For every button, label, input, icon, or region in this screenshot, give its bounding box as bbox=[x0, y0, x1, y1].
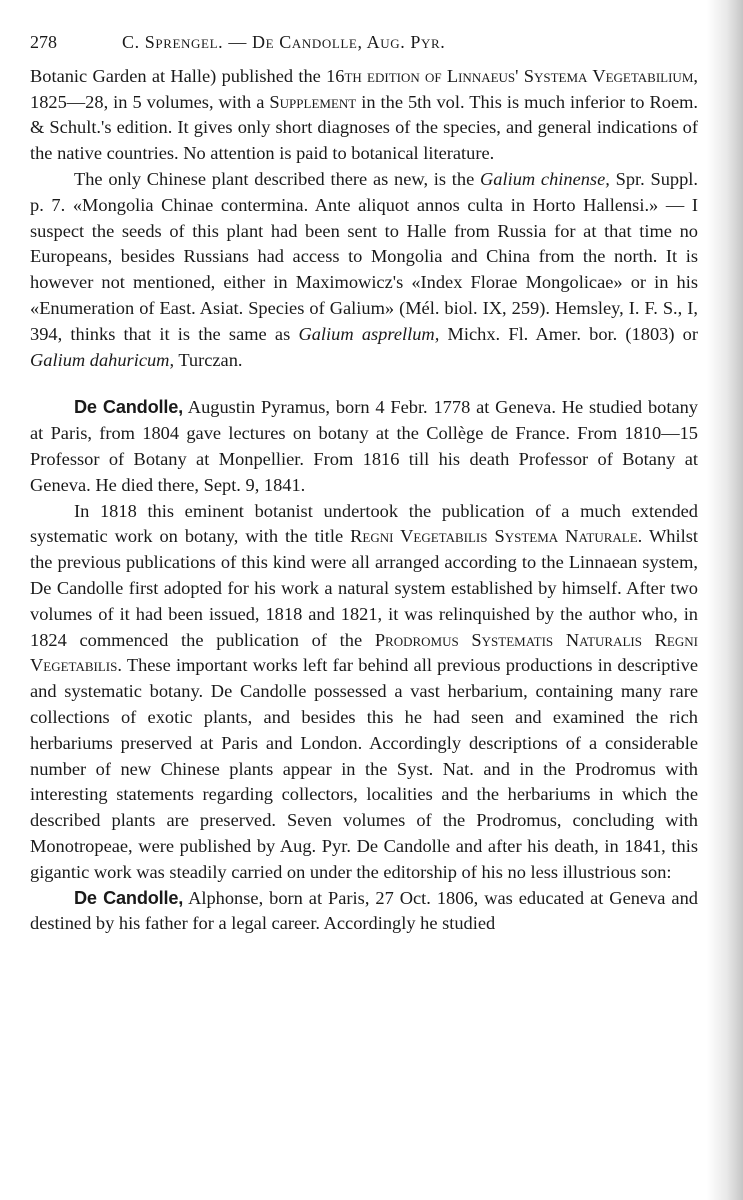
text-run: Alphonse, born at Paris, 27 Oct. 1806, was educated at Geneva and destined by his father for a legal career. Accordingly he studied bbox=[30, 887, 698, 934]
work-title-regni-vegetabilis: Regni Vegetabilis Systema Naturale. bbox=[350, 526, 643, 547]
text-run: The only Chinese plant described there as new, is the bbox=[74, 168, 480, 189]
work-title-systema-vegetabilium: 16th edition of Linnaeus' Systema Vegetabilium, bbox=[326, 65, 698, 86]
entry-heading-de-candolle: De Candolle, bbox=[74, 397, 183, 418]
species-galium-dahuricum: Galium dahuricum, bbox=[30, 349, 175, 370]
text-run: Turczan. bbox=[174, 349, 243, 370]
text-run: Michx. Fl. Amer. bor. (1803) or bbox=[439, 323, 698, 344]
text-run: 1825—28, in 5 volumes, with a bbox=[30, 91, 270, 112]
entry-heading-de-candolle-alphonse: De Candolle, bbox=[74, 887, 184, 908]
text-run: Whilst the previous publications of this kind were all arranged according to the Linnaean system, De Candolle first adopted for his work a natural system established by himself. After two volumes of it had been issued, 1818 and 1821, it was relinquished by the author who, in 1824 commenced the publication of the bbox=[30, 526, 698, 650]
text-run: Spr. Suppl. p. 7. «Mongolia Chinae contermina. Ante aliquot annos culta in Horto Hallensi.» — I suspect the seeds of this plant had been sent to Halle from Russia for at that time no Europeans, besides Russians had access to Mongolia and China from the north. It is however not mentioned, either in Maximowicz's «Index Florae Mongolicae» or in his «Enumeration of East. Asiat. Species of Galium» (Mél. biol. IX, 259). Hemsley, I. F. S., I, 394, thinks that it is the same as bbox=[30, 168, 698, 344]
text-run: Botanic Garden at Halle) published the bbox=[30, 65, 327, 86]
text-run: In 1818 this eminent botanist undertook the publication of a much extended systematic work on botany, with the title bbox=[30, 500, 698, 547]
de-candolle-augustin-paragraph-2 bbox=[30, 499, 698, 886]
running-head: C. Sprengel. — De Candolle, Aug. Pyr. bbox=[122, 32, 446, 52]
page-header bbox=[30, 30, 698, 56]
sprengel-paragraph-1 bbox=[30, 64, 698, 167]
text-run: in the 5th vol. This is much inferior to Roem. & Schult.'s edition. It gives only short diagnoses of the species, and general indications of the native countries. No attention is paid to botanical literature. bbox=[30, 91, 699, 164]
page-edge-shadow bbox=[707, 0, 743, 1200]
text-run: Augustin Pyramus, born 4 Febr. 1778 at Geneva. He studied botany at Paris, from 1804 gave lectures on botany at the Collège de France. From 1810—15 Professor of Botany at Monpellier. From 1816 till his death Professor of Botany at Geneva. He died there, Sept. 9, 1841. bbox=[30, 397, 698, 495]
page-number: 278 bbox=[30, 32, 57, 52]
species-galium-chinense: Galium chinense, bbox=[480, 168, 610, 189]
supplement-term: Supplement bbox=[269, 91, 357, 112]
species-galium-asprellum: Galium asprellum, bbox=[298, 323, 440, 344]
de-candolle-augustin-entry bbox=[30, 395, 698, 498]
de-candolle-alphonse-entry bbox=[30, 886, 698, 938]
text-run: These important works left far behind all previous productions in descriptive and systematic botany. De Candolle possessed a vast herbarium, containing many rare collections of exotic plants, and besides this he had seen and examined the rich herbariums preserved at Paris and London. Accordingly descriptions of a considerable number of new Chinese plants appear in the Syst. Nat. and in the Prodromus with interesting statements regarding collectors, localities and the herbariums in which the described plants are preserved. Seven volumes of the Prodromus, concluding with Monotropeae, were published by Aug. Pyr. De Candolle and after his death, in 1841, this gigantic work was steadily carried on under the editorship of his no less illustrious son: bbox=[30, 655, 698, 882]
sprengel-paragraph-2 bbox=[30, 167, 698, 373]
book-page bbox=[30, 30, 698, 937]
work-title-prodromus: Prodromus Systematis Naturalis Regni Vegetabilis. bbox=[30, 629, 698, 676]
